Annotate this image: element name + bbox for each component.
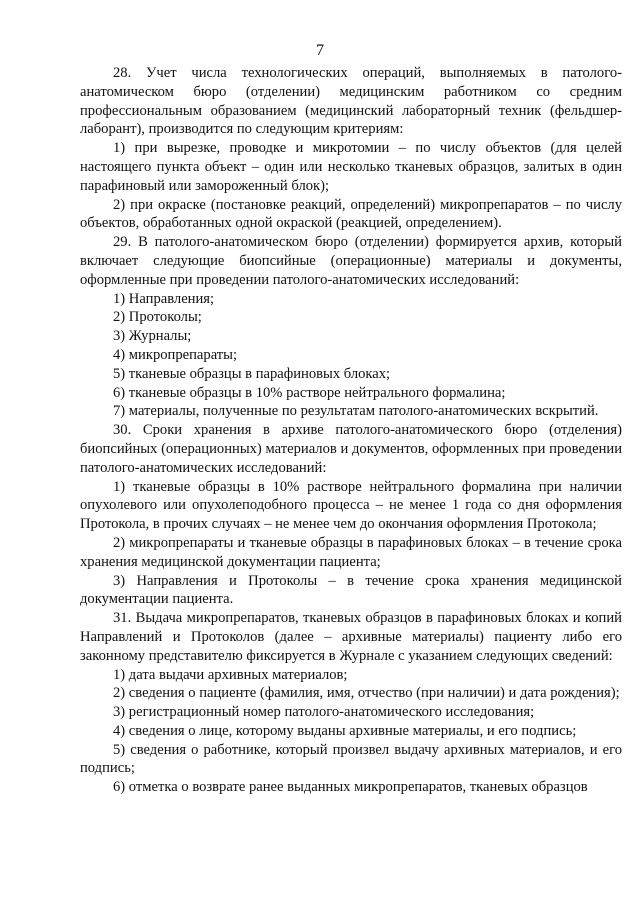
list-item: 6) тканевые образцы в 10% растворе нейтрального формалина;: [113, 384, 506, 401]
paragraph-31: 31. Выдача микропрепаратов, тканевых образцов в парафиновых блоках и копий Направлений и Протоколов (далее – архивные материалы) пациенту либо его законному представителю фиксируется в Журнале с указанием следующих сведений:: [80, 610, 622, 664]
document-body: [80, 64, 622, 797]
page-number: 7: [316, 42, 324, 59]
list-item: 3) Журналы;: [113, 328, 192, 345]
paragraph-28-item-1: 1) при вырезке, проводке и микротомии – по числу объектов (для целей настоящего пункта объект – один или несколько тканевых образцов, залитых в один парафиновый или замороженный блок);: [80, 140, 622, 194]
list-item: 5) тканевые образцы в парафиновых блоках;: [113, 365, 391, 382]
list-item: 5) сведения о работнике, который произвел выдачу архивных материалов, и его подпись;: [80, 741, 622, 777]
paragraph-30-item-2: 2) микропрепараты и тканевые образцы в парафиновых блоках – в течение срока хранения медицинской документации пациента;: [80, 534, 622, 570]
list-item: 2) Протоколы;: [113, 309, 202, 326]
paragraph-29: 29. В патолого-анатомическом бюро (отделении) формируется архив, который включает следующие биопсийные (операционные) материалы и документы, оформленные при проведении патолого-анатомических исследований:: [80, 234, 622, 288]
paragraph-30-item-1: 1) тканевые образцы в 10% растворе нейтрального формалина при наличии опухолевого или опухолеподобного процесса – не менее 1 года со дня оформления Протокола, в прочих случаях – не менее чем до окончания оформления Протокола;: [80, 478, 622, 533]
list-item: 7) материалы, полученные по результатам патолого-анатомических вскрытий.: [113, 403, 599, 420]
list-item: 6) отметка о возврате ранее выданных микропрепаратов, тканевых образцов: [113, 779, 588, 796]
list-item: 4) микропрепараты;: [113, 346, 238, 363]
paragraph-28-item-2: 2) при окраске (постановке реакций, определений) микропрепаратов – по числу объектов, обработанных одной окраской (реакцией, определением).: [80, 196, 622, 232]
list-item: 4) сведения о лице, которому выданы архивные материалы, и его подпись;: [113, 722, 577, 739]
paragraph-30: 30. Сроки хранения в архиве патолого-анатомического бюро (отделения) биопсийных (операционных) материалов и документов, оформленных при проведении патолого-анатомических исследований:: [80, 422, 622, 476]
paragraph-28: 28. Учет числа технологических операций, выполняемых в патолого-анатомическом бюро (отделении) медицинским работником со средним профессиональным образованием (медицинский лабораторный техник (фельдшер-лаборант), производится по следующим критериям:: [80, 65, 622, 138]
list-item: 3) регистрационный номер патолого-анатомического исследования;: [113, 704, 535, 721]
list-item: 2) сведения о пациенте (фамилия, имя, отчество (при наличии) и дата рождения);: [113, 685, 620, 702]
paragraph-30-item-3: 3) Направления и Протоколы – в течение срока хранения медицинской документации пациента.: [80, 572, 622, 608]
list-item: 1) дата выдачи архивных материалов;: [113, 666, 348, 683]
list-item: 1) Направления;: [113, 290, 215, 307]
